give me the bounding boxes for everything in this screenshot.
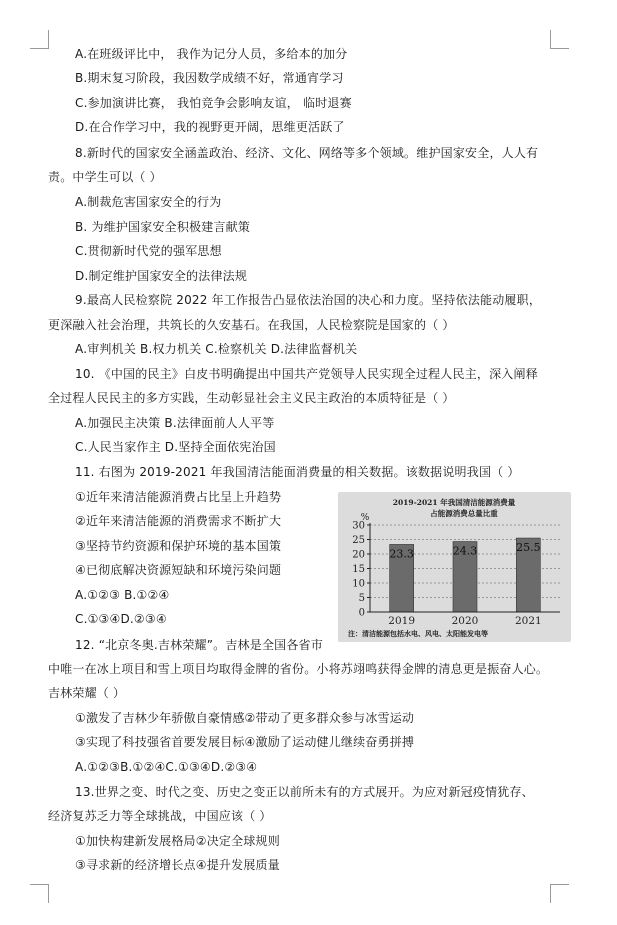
chart-title: 2019-2021 年我国清洁能源消费量 <box>392 498 516 507</box>
q10-options-cd: C.人民当家作主 D.坚持全面依宪治国 <box>75 440 276 454</box>
q12-stem-line-1: 12. “北京冬奥.吉林荣耀”。吉林是全国各省市 <box>75 638 323 652</box>
q13-stem-line-1: 13.世界之变、时代之变、历史之变正以前所未有的方式展开。为应对新冠疫情犹存、 <box>75 785 534 799</box>
q13-statements-12: ①加快构建新发展格局②决定全球规则 <box>75 834 280 848</box>
bar-value-label: 24.3 <box>452 544 478 558</box>
q12-stem-line-2: 中唯一在冰上项目和雪上项目均取得金牌的省份。小将苏翊鸣获得金牌的清息更是振奋人心。 <box>48 662 549 676</box>
bar-value-label: 23.3 <box>389 547 414 561</box>
q7-option-a: A.在班级评比中， 我作为记分人员，多给本的加分 <box>75 47 348 61</box>
q10-stem-line-1: 10. 《中国的民主》白皮书明确提出中国共产党领导人民实现全过程人民主，深入阐释 <box>75 367 538 381</box>
q11-options-cd: C.①③④D.②③④ <box>75 612 167 626</box>
q8-stem-line-1: 8.新时代的国家安全涵盖政治、经济、文化、网络等多个领域。维护国家安全，人人有 <box>75 146 539 160</box>
chart-canvas <box>338 492 571 642</box>
q12-options: A.①②③B.①②④C.①③④D.②③④ <box>75 760 258 774</box>
q11-statement-4: ④已彻底解决资源短缺和环境污染问题 <box>75 563 282 577</box>
chart-note: 注：清洁能源包括水电、风电、太阳能发电等 <box>348 629 488 638</box>
q10-options-ab: A.加强民主决策 B.法律面前人人平等 <box>75 416 275 430</box>
y-tick-label: 5 <box>358 593 365 604</box>
q10-stem-line-2: 全过程人民民主的多方实践，生动彰显社会主义民主政治的本质特征是（ ） <box>48 391 455 405</box>
chart-subtitle: 占能源消费总量比重 <box>430 509 498 518</box>
q8-option-c: C.贯彻新时代党的强军思想 <box>75 244 222 258</box>
q11-statement-3: ③坚持节约资源和保护环境的基本国策 <box>75 539 282 553</box>
q8-stem-line-2: 责。中学生可以（ ） <box>48 170 162 184</box>
crop-mark-top-left <box>30 30 49 49</box>
y-tick-label: 20 <box>352 549 365 561</box>
q12-stem-line-3: 吉林荣耀（ ） <box>48 686 126 700</box>
crop-mark-bottom-left <box>30 884 49 903</box>
q12-statements-12: ①激发了吉林少年骄傲自豪情感②带动了更多群众参与冰雪运动 <box>75 711 415 725</box>
clean-energy-chart <box>338 492 571 642</box>
q11-statement-1: ①近年来清洁能源消费占比呈上升趋势 <box>75 490 282 504</box>
x-tick-label: 2019 <box>388 615 416 627</box>
q13-stem-line-2: 经济复苏乏力等全球挑战，中国应该（ ） <box>48 809 272 823</box>
q8-option-d: D.制定维护国家安全的法律法规 <box>75 269 248 283</box>
x-tick-label: 2020 <box>451 615 479 627</box>
y-tick-label: 30 <box>352 520 365 532</box>
q8-option-a: A.制裁危害国家安全的行为 <box>75 195 222 209</box>
q11-stem: 11. 右图为 2019-2021 年我国清洁能面消费量的相关数据。该数据说明我国（ ） <box>75 465 520 479</box>
q7-option-d: D.在合作学习中，我的视野更开阔，思维更活跃了 <box>75 120 345 134</box>
q11-statement-2: ②近年来清洁能源的消费需求不断扩大 <box>75 514 282 528</box>
q7-option-c: C.参加演讲比赛， 我怕竞争会影响友谊， 临时退赛 <box>75 96 352 110</box>
q13-statements-34: ③寻求新的经济增长点④提升发展质量 <box>75 858 280 872</box>
q8-option-b: B. 为维护国家安全积极建言献策 <box>75 220 251 234</box>
x-tick-label: 2021 <box>514 615 542 627</box>
crop-mark-bottom-right <box>550 884 569 903</box>
crop-mark-top-right <box>550 30 569 49</box>
y-tick-label: 0 <box>358 607 365 619</box>
y-tick-label: 25 <box>352 535 365 546</box>
q7-option-b: B.期末复习阶段，我因数学成绩不好，常通宵学习 <box>75 71 344 85</box>
q11-options-ab: A.①②③ B.①②④ <box>75 588 170 602</box>
q9-stem-line-1: 9.最高人民检察院 2022 年工作报告凸显依法治国的决心和力度。坚持依法能动履职， <box>75 293 542 307</box>
q9-options: A.审判机关 B.权力机关 C.检察机关 D.法律监督机关 <box>75 342 358 356</box>
q9-stem-line-2: 更深融入社会治理，共筑长的久安基石。在我国，人民检察院是国家的（ ） <box>48 318 455 332</box>
y-axis-unit: % <box>360 513 370 523</box>
bar-value-label: 25.5 <box>516 541 541 555</box>
y-tick-label: 15 <box>352 564 365 575</box>
q12-statements-34: ③实现了科技强省首要发展目标④激励了运动健儿继续奋勇拼搏 <box>75 735 415 749</box>
y-tick-label: 10 <box>352 578 365 590</box>
